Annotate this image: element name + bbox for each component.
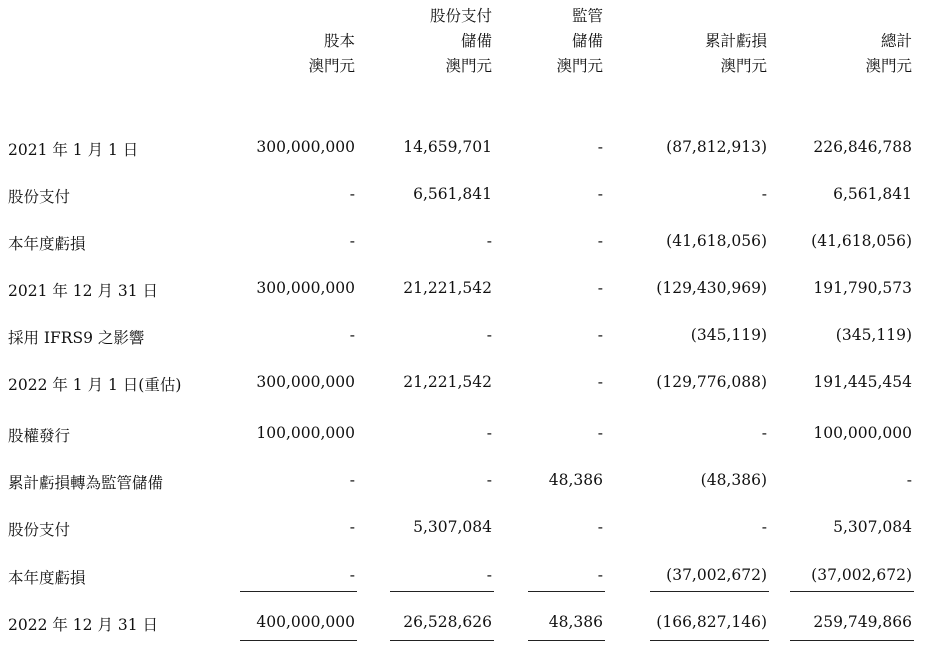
cell-regulatory-reserve: 48,386 xyxy=(548,471,603,489)
cell-total: 6,561,841 xyxy=(833,185,912,203)
cell-total: 259,749,866 xyxy=(813,613,912,631)
cell-share-capital: - xyxy=(349,232,355,250)
row-label: 累計虧損轉為監管儲備 xyxy=(8,474,164,492)
header-line: 股本 xyxy=(323,32,355,50)
subtotal-line xyxy=(390,591,494,592)
cell-regulatory-reserve: - xyxy=(597,566,603,584)
header-line xyxy=(308,4,355,29)
table-row xyxy=(0,424,930,448)
table-row xyxy=(0,279,930,303)
cell-accumulated-losses: (166,827,146) xyxy=(656,613,767,631)
row-label: 2022 年 12 月 31 日 xyxy=(8,616,159,634)
row-label: 採用 IFRS9 之影響 xyxy=(8,329,145,347)
subtotal-line xyxy=(528,591,605,592)
table-row xyxy=(0,185,930,209)
cell-share-payment-reserve: 14,659,701 xyxy=(403,138,492,156)
total-line xyxy=(390,640,494,641)
cell-accumulated-losses: (129,776,088) xyxy=(656,373,767,391)
cell-share-capital: 100,000,000 xyxy=(256,424,355,442)
cell-regulatory-reserve: 48,386 xyxy=(548,613,603,631)
header-line: 澳門元 xyxy=(865,57,912,75)
cell-regulatory-reserve: - xyxy=(597,232,603,250)
header-line: 澳門元 xyxy=(445,57,492,75)
cell-share-payment-reserve: - xyxy=(486,471,492,489)
header-line: 股份支付 xyxy=(429,7,492,25)
header-line: 澳門元 xyxy=(556,57,603,75)
cell-share-payment-reserve: - xyxy=(486,326,492,344)
cell-regulatory-reserve: - xyxy=(597,138,603,156)
cell-accumulated-losses: (37,002,672) xyxy=(666,566,767,584)
row-label: 股份支付 xyxy=(8,521,71,539)
total-line xyxy=(790,640,914,641)
cell-regulatory-reserve: - xyxy=(597,279,603,297)
cell-total: (41,618,056) xyxy=(811,232,912,250)
cell-share-payment-reserve: - xyxy=(486,232,492,250)
header-line: 儲備 xyxy=(460,32,492,50)
header-line: 澳門元 xyxy=(308,57,355,75)
cell-share-capital: 400,000,000 xyxy=(256,613,355,631)
cell-share-capital: - xyxy=(349,566,355,584)
cell-total: 226,846,788 xyxy=(813,138,912,156)
cell-accumulated-losses: (345,119) xyxy=(690,326,767,344)
row-label: 2022 年 1 月 1 日(重估) xyxy=(8,376,182,394)
header-line: 監管 xyxy=(571,7,603,25)
cell-total: 191,790,573 xyxy=(813,279,912,297)
table-row xyxy=(0,138,930,162)
header-line: 累計虧損 xyxy=(704,32,767,50)
table-row xyxy=(0,613,930,637)
cell-share-capital: - xyxy=(349,518,355,536)
subtotal-line xyxy=(790,591,914,592)
table-row xyxy=(0,232,930,256)
cell-share-capital: 300,000,000 xyxy=(256,373,355,391)
row-label: 本年度虧損 xyxy=(8,569,86,587)
row-label: 本年度虧損 xyxy=(8,235,86,253)
cell-regulatory-reserve: - xyxy=(597,424,603,442)
header-total xyxy=(865,4,912,79)
table-row xyxy=(0,471,930,495)
total-line xyxy=(650,640,769,641)
cell-regulatory-reserve: - xyxy=(597,518,603,536)
cell-accumulated-losses: (48,386) xyxy=(700,471,767,489)
cell-accumulated-losses: (87,812,913) xyxy=(666,138,767,156)
cell-accumulated-losses: (41,618,056) xyxy=(666,232,767,250)
row-label: 2021 年 12 月 31 日 xyxy=(8,282,159,300)
cell-regulatory-reserve: - xyxy=(597,185,603,203)
cell-regulatory-reserve: - xyxy=(597,326,603,344)
header-accumulated-losses xyxy=(705,4,767,79)
cell-accumulated-losses: - xyxy=(761,185,767,203)
cell-share-capital: - xyxy=(349,185,355,203)
header-line: 澳門元 xyxy=(720,57,767,75)
table-row xyxy=(0,566,930,590)
subtotal-line xyxy=(650,591,769,592)
row-label: 股份支付 xyxy=(8,188,71,206)
table-row xyxy=(0,518,930,542)
row-label: 2021 年 1 月 1 日 xyxy=(8,141,139,159)
cell-accumulated-losses: - xyxy=(761,518,767,536)
cell-share-payment-reserve: 5,307,084 xyxy=(413,518,492,536)
cell-regulatory-reserve: - xyxy=(597,373,603,391)
cell-share-payment-reserve: 21,221,542 xyxy=(403,373,492,391)
total-line xyxy=(240,640,357,641)
cell-share-capital: 300,000,000 xyxy=(256,138,355,156)
cell-share-payment-reserve: - xyxy=(486,566,492,584)
cell-total: (37,002,672) xyxy=(811,566,912,584)
table-row xyxy=(0,373,930,397)
cell-share-payment-reserve: 6,561,841 xyxy=(413,185,492,203)
cell-share-capital: - xyxy=(349,326,355,344)
header-share-capital xyxy=(308,4,355,79)
cell-accumulated-losses: (129,430,969) xyxy=(656,279,767,297)
cell-share-payment-reserve: 21,221,542 xyxy=(403,279,492,297)
header-line: 總計 xyxy=(880,32,912,50)
cell-total: 5,307,084 xyxy=(833,518,912,536)
cell-share-payment-reserve: 26,528,626 xyxy=(403,613,492,631)
row-label: 股權發行 xyxy=(8,427,71,445)
cell-accumulated-losses: - xyxy=(761,424,767,442)
cell-total: (345,119) xyxy=(835,326,912,344)
header-share-payment-reserve xyxy=(430,4,492,79)
header-line xyxy=(865,4,912,29)
header-line xyxy=(705,4,767,29)
cell-share-payment-reserve: - xyxy=(486,424,492,442)
table-row xyxy=(0,326,930,350)
cell-total: 191,445,454 xyxy=(813,373,912,391)
total-line xyxy=(528,640,605,641)
cell-share-capital: 300,000,000 xyxy=(256,279,355,297)
cell-share-capital: - xyxy=(349,471,355,489)
cell-total: - xyxy=(906,471,912,489)
header-regulatory-reserve xyxy=(556,4,603,79)
subtotal-line xyxy=(240,591,357,592)
header-line: 儲備 xyxy=(571,32,603,50)
cell-total: 100,000,000 xyxy=(813,424,912,442)
